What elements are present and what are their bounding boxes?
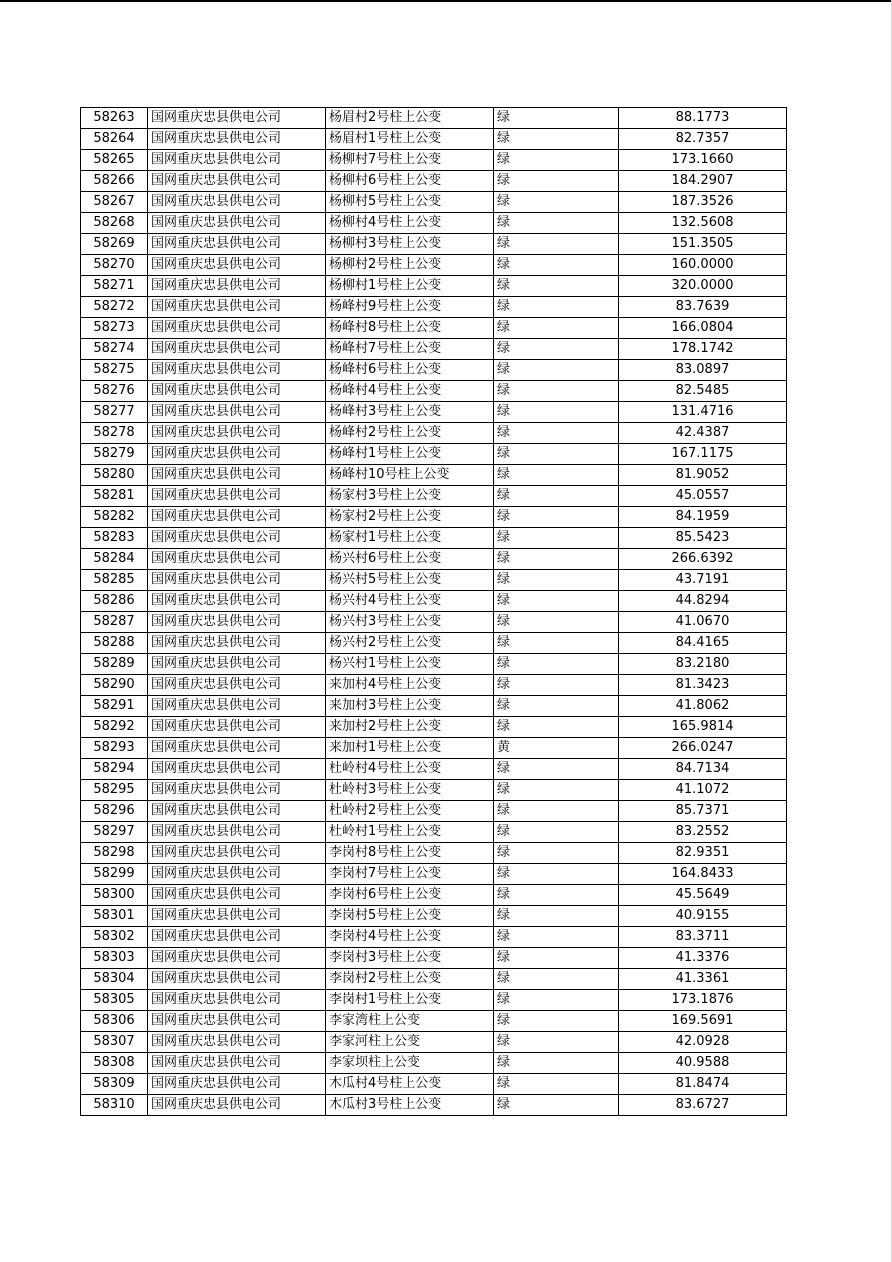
station-cell: 杨家村2号柱上公变 (326, 507, 494, 528)
company-cell: 国网重庆忠县供电公司 (148, 402, 326, 423)
company-cell: 国网重庆忠县供电公司 (148, 591, 326, 612)
value-cell: 42.4387 (619, 423, 787, 444)
station-cell: 杨柳村1号柱上公变 (326, 276, 494, 297)
row-id-cell: 58299 (81, 864, 148, 885)
table-row (81, 276, 787, 297)
station-cell: 李岗村3号柱上公变 (326, 948, 494, 969)
table-row (81, 318, 787, 339)
status-cell: 绿 (494, 717, 619, 738)
table-row (81, 1095, 787, 1116)
status-cell: 绿 (494, 528, 619, 549)
table-row (81, 696, 787, 717)
table-row (81, 150, 787, 171)
table-row (81, 801, 787, 822)
value-cell: 85.5423 (619, 528, 787, 549)
company-cell: 国网重庆忠县供电公司 (148, 570, 326, 591)
company-cell: 国网重庆忠县供电公司 (148, 1053, 326, 1074)
company-cell: 国网重庆忠县供电公司 (148, 780, 326, 801)
company-cell: 国网重庆忠县供电公司 (148, 1011, 326, 1032)
status-cell: 绿 (494, 864, 619, 885)
row-id-cell: 58277 (81, 402, 148, 423)
value-cell: 166.0804 (619, 318, 787, 339)
company-cell: 国网重庆忠县供电公司 (148, 864, 326, 885)
station-cell: 杨眉村2号柱上公变 (326, 108, 494, 129)
value-cell: 132.5608 (619, 213, 787, 234)
station-cell: 李岗村4号柱上公变 (326, 927, 494, 948)
table-row (81, 255, 787, 276)
station-cell: 杨家村1号柱上公变 (326, 528, 494, 549)
status-cell: 绿 (494, 129, 619, 150)
value-cell: 173.1660 (619, 150, 787, 171)
company-cell: 国网重庆忠县供电公司 (148, 1032, 326, 1053)
row-id-cell: 58309 (81, 1074, 148, 1095)
station-cell: 李家湾柱上公变 (326, 1011, 494, 1032)
row-id-cell: 58285 (81, 570, 148, 591)
table-row (81, 192, 787, 213)
company-cell: 国网重庆忠县供电公司 (148, 318, 326, 339)
value-cell: 44.8294 (619, 591, 787, 612)
value-cell: 41.3361 (619, 969, 787, 990)
status-cell: 绿 (494, 843, 619, 864)
table-row (81, 738, 787, 759)
station-cell: 杜岭村4号柱上公变 (326, 759, 494, 780)
station-cell: 杨峰村6号柱上公变 (326, 360, 494, 381)
status-cell: 绿 (494, 633, 619, 654)
table-row (81, 948, 787, 969)
data-table (80, 107, 787, 1116)
table-row (81, 486, 787, 507)
value-cell: 83.6727 (619, 1095, 787, 1116)
company-cell: 国网重庆忠县供电公司 (148, 633, 326, 654)
station-cell: 杨兴村6号柱上公变 (326, 549, 494, 570)
company-cell: 国网重庆忠县供电公司 (148, 276, 326, 297)
row-id-cell: 58274 (81, 339, 148, 360)
row-id-cell: 58263 (81, 108, 148, 129)
value-cell: 41.3376 (619, 948, 787, 969)
station-cell: 杨兴村3号柱上公变 (326, 612, 494, 633)
table-row (81, 612, 787, 633)
value-cell: 83.2552 (619, 822, 787, 843)
station-cell: 李岗村8号柱上公变 (326, 843, 494, 864)
company-cell: 国网重庆忠县供电公司 (148, 654, 326, 675)
row-id-cell: 58293 (81, 738, 148, 759)
value-cell: 45.0557 (619, 486, 787, 507)
company-cell: 国网重庆忠县供电公司 (148, 465, 326, 486)
station-cell: 杨兴村4号柱上公变 (326, 591, 494, 612)
company-cell: 国网重庆忠县供电公司 (148, 234, 326, 255)
row-id-cell: 58305 (81, 990, 148, 1011)
status-cell: 绿 (494, 906, 619, 927)
value-cell: 88.1773 (619, 108, 787, 129)
company-cell: 国网重庆忠县供电公司 (148, 255, 326, 276)
value-cell: 45.5649 (619, 885, 787, 906)
station-cell: 杨峰村7号柱上公变 (326, 339, 494, 360)
status-cell: 绿 (494, 1011, 619, 1032)
station-cell: 杨柳村4号柱上公变 (326, 213, 494, 234)
row-id-cell: 58296 (81, 801, 148, 822)
value-cell: 82.9351 (619, 843, 787, 864)
company-cell: 国网重庆忠县供电公司 (148, 171, 326, 192)
status-cell: 绿 (494, 108, 619, 129)
row-id-cell: 58292 (81, 717, 148, 738)
row-id-cell: 58298 (81, 843, 148, 864)
company-cell: 国网重庆忠县供电公司 (148, 444, 326, 465)
value-cell: 165.9814 (619, 717, 787, 738)
station-cell: 杨兴村1号柱上公变 (326, 654, 494, 675)
row-id-cell: 58295 (81, 780, 148, 801)
company-cell: 国网重庆忠县供电公司 (148, 150, 326, 171)
station-cell: 杨眉村1号柱上公变 (326, 129, 494, 150)
row-id-cell: 58270 (81, 255, 148, 276)
table-row (81, 780, 787, 801)
station-cell: 杨柳村7号柱上公变 (326, 150, 494, 171)
table-row (81, 129, 787, 150)
table-row (81, 843, 787, 864)
value-cell: 320.0000 (619, 276, 787, 297)
status-cell: 绿 (494, 927, 619, 948)
table-row (81, 549, 787, 570)
status-cell: 绿 (494, 339, 619, 360)
value-cell: 40.9155 (619, 906, 787, 927)
status-cell: 绿 (494, 801, 619, 822)
status-cell: 黄 (494, 738, 619, 759)
value-cell: 131.4716 (619, 402, 787, 423)
status-cell: 绿 (494, 696, 619, 717)
value-cell: 42.0928 (619, 1032, 787, 1053)
status-cell: 绿 (494, 255, 619, 276)
value-cell: 83.0897 (619, 360, 787, 381)
value-cell: 83.3711 (619, 927, 787, 948)
table-row (81, 822, 787, 843)
row-id-cell: 58300 (81, 885, 148, 906)
company-cell: 国网重庆忠县供电公司 (148, 360, 326, 381)
value-cell: 169.5691 (619, 1011, 787, 1032)
company-cell: 国网重庆忠县供电公司 (148, 129, 326, 150)
station-cell: 杨柳村5号柱上公变 (326, 192, 494, 213)
status-cell: 绿 (494, 591, 619, 612)
company-cell: 国网重庆忠县供电公司 (148, 738, 326, 759)
value-cell: 167.1175 (619, 444, 787, 465)
value-cell: 40.9588 (619, 1053, 787, 1074)
table-row (81, 108, 787, 129)
value-cell: 43.7191 (619, 570, 787, 591)
company-cell: 国网重庆忠县供电公司 (148, 822, 326, 843)
company-cell: 国网重庆忠县供电公司 (148, 759, 326, 780)
table-row (81, 927, 787, 948)
status-cell: 绿 (494, 486, 619, 507)
value-cell: 84.4165 (619, 633, 787, 654)
table-row (81, 906, 787, 927)
table-row (81, 465, 787, 486)
station-cell: 来加村4号柱上公变 (326, 675, 494, 696)
company-cell: 国网重庆忠县供电公司 (148, 948, 326, 969)
row-id-cell: 58269 (81, 234, 148, 255)
status-cell: 绿 (494, 213, 619, 234)
value-cell: 81.8474 (619, 1074, 787, 1095)
status-cell: 绿 (494, 822, 619, 843)
station-cell: 李岗村5号柱上公变 (326, 906, 494, 927)
company-cell: 国网重庆忠县供电公司 (148, 1074, 326, 1095)
table-row (81, 1032, 787, 1053)
status-cell: 绿 (494, 192, 619, 213)
table-row (81, 969, 787, 990)
row-id-cell: 58291 (81, 696, 148, 717)
status-cell: 绿 (494, 570, 619, 591)
station-cell: 杨峰村8号柱上公变 (326, 318, 494, 339)
station-cell: 李岗村2号柱上公变 (326, 969, 494, 990)
company-cell: 国网重庆忠县供电公司 (148, 612, 326, 633)
status-cell: 绿 (494, 276, 619, 297)
station-cell: 杨兴村2号柱上公变 (326, 633, 494, 654)
table-row (81, 360, 787, 381)
station-cell: 木瓜村3号柱上公变 (326, 1095, 494, 1116)
station-cell: 来加村1号柱上公变 (326, 738, 494, 759)
company-cell: 国网重庆忠县供电公司 (148, 1095, 326, 1116)
company-cell: 国网重庆忠县供电公司 (148, 906, 326, 927)
value-cell: 41.0670 (619, 612, 787, 633)
table-row (81, 591, 787, 612)
status-cell: 绿 (494, 318, 619, 339)
value-cell: 84.1959 (619, 507, 787, 528)
row-id-cell: 58276 (81, 381, 148, 402)
status-cell: 绿 (494, 402, 619, 423)
row-id-cell: 58282 (81, 507, 148, 528)
value-cell: 173.1876 (619, 990, 787, 1011)
table-row (81, 1074, 787, 1095)
row-id-cell: 58264 (81, 129, 148, 150)
row-id-cell: 58278 (81, 423, 148, 444)
row-id-cell: 58271 (81, 276, 148, 297)
value-cell: 151.3505 (619, 234, 787, 255)
table-row (81, 864, 787, 885)
table-row (81, 1053, 787, 1074)
row-id-cell: 58280 (81, 465, 148, 486)
table-row (81, 507, 787, 528)
row-id-cell: 58290 (81, 675, 148, 696)
value-cell: 266.6392 (619, 549, 787, 570)
row-id-cell: 58268 (81, 213, 148, 234)
status-cell: 绿 (494, 654, 619, 675)
station-cell: 杨峰村9号柱上公变 (326, 297, 494, 318)
table-row (81, 759, 787, 780)
table-row (81, 717, 787, 738)
station-cell: 杨家村3号柱上公变 (326, 486, 494, 507)
station-cell: 李家坝柱上公变 (326, 1053, 494, 1074)
company-cell: 国网重庆忠县供电公司 (148, 108, 326, 129)
status-cell: 绿 (494, 1074, 619, 1095)
status-cell: 绿 (494, 444, 619, 465)
value-cell: 178.1742 (619, 339, 787, 360)
company-cell: 国网重庆忠县供电公司 (148, 486, 326, 507)
status-cell: 绿 (494, 234, 619, 255)
table-row (81, 381, 787, 402)
table-row (81, 990, 787, 1011)
row-id-cell: 58288 (81, 633, 148, 654)
company-cell: 国网重庆忠县供电公司 (148, 801, 326, 822)
value-cell: 266.0247 (619, 738, 787, 759)
table-row (81, 528, 787, 549)
station-cell: 杜岭村2号柱上公变 (326, 801, 494, 822)
value-cell: 82.7357 (619, 129, 787, 150)
status-cell: 绿 (494, 507, 619, 528)
row-id-cell: 58279 (81, 444, 148, 465)
company-cell: 国网重庆忠县供电公司 (148, 927, 326, 948)
company-cell: 国网重庆忠县供电公司 (148, 213, 326, 234)
row-id-cell: 58297 (81, 822, 148, 843)
status-cell: 绿 (494, 759, 619, 780)
station-cell: 木瓜村4号柱上公变 (326, 1074, 494, 1095)
station-cell: 杜岭村3号柱上公变 (326, 780, 494, 801)
row-id-cell: 58272 (81, 297, 148, 318)
station-cell: 来加村2号柱上公变 (326, 717, 494, 738)
station-cell: 李岗村7号柱上公变 (326, 864, 494, 885)
status-cell: 绿 (494, 612, 619, 633)
table-row (81, 570, 787, 591)
value-cell: 81.9052 (619, 465, 787, 486)
company-cell: 国网重庆忠县供电公司 (148, 843, 326, 864)
value-cell: 164.8433 (619, 864, 787, 885)
status-cell: 绿 (494, 969, 619, 990)
row-id-cell: 58304 (81, 969, 148, 990)
company-cell: 国网重庆忠县供电公司 (148, 507, 326, 528)
status-cell: 绿 (494, 1095, 619, 1116)
company-cell: 国网重庆忠县供电公司 (148, 696, 326, 717)
table-row (81, 234, 787, 255)
row-id-cell: 58265 (81, 150, 148, 171)
table-row (81, 444, 787, 465)
status-cell: 绿 (494, 171, 619, 192)
row-id-cell: 58289 (81, 654, 148, 675)
station-cell: 杨柳村3号柱上公变 (326, 234, 494, 255)
status-cell: 绿 (494, 465, 619, 486)
value-cell: 187.3526 (619, 192, 787, 213)
status-cell: 绿 (494, 423, 619, 444)
station-cell: 杨峰村10号柱上公变 (326, 465, 494, 486)
row-id-cell: 58275 (81, 360, 148, 381)
status-cell: 绿 (494, 150, 619, 171)
row-id-cell: 58283 (81, 528, 148, 549)
value-cell: 41.8062 (619, 696, 787, 717)
value-cell: 41.1072 (619, 780, 787, 801)
row-id-cell: 58308 (81, 1053, 148, 1074)
value-cell: 82.5485 (619, 381, 787, 402)
status-cell: 绿 (494, 675, 619, 696)
company-cell: 国网重庆忠县供电公司 (148, 885, 326, 906)
company-cell: 国网重庆忠县供电公司 (148, 528, 326, 549)
table-row (81, 402, 787, 423)
value-cell: 85.7371 (619, 801, 787, 822)
status-cell: 绿 (494, 1032, 619, 1053)
company-cell: 国网重庆忠县供电公司 (148, 969, 326, 990)
station-cell: 李岗村1号柱上公变 (326, 990, 494, 1011)
row-id-cell: 58301 (81, 906, 148, 927)
company-cell: 国网重庆忠县供电公司 (148, 339, 326, 360)
status-cell: 绿 (494, 948, 619, 969)
value-cell: 83.2180 (619, 654, 787, 675)
value-cell: 83.7639 (619, 297, 787, 318)
status-cell: 绿 (494, 885, 619, 906)
table-row (81, 885, 787, 906)
row-id-cell: 58284 (81, 549, 148, 570)
row-id-cell: 58303 (81, 948, 148, 969)
status-cell: 绿 (494, 549, 619, 570)
company-cell: 国网重庆忠县供电公司 (148, 381, 326, 402)
table-row (81, 675, 787, 696)
table-row (81, 654, 787, 675)
status-cell: 绿 (494, 381, 619, 402)
row-id-cell: 58306 (81, 1011, 148, 1032)
status-cell: 绿 (494, 780, 619, 801)
company-cell: 国网重庆忠县供电公司 (148, 423, 326, 444)
company-cell: 国网重庆忠县供电公司 (148, 990, 326, 1011)
row-id-cell: 58273 (81, 318, 148, 339)
table-row (81, 339, 787, 360)
value-cell: 84.7134 (619, 759, 787, 780)
station-cell: 杨峰村4号柱上公变 (326, 381, 494, 402)
status-cell: 绿 (494, 1053, 619, 1074)
station-cell: 李岗村6号柱上公变 (326, 885, 494, 906)
company-cell: 国网重庆忠县供电公司 (148, 717, 326, 738)
status-cell: 绿 (494, 990, 619, 1011)
row-id-cell: 58310 (81, 1095, 148, 1116)
table-row (81, 633, 787, 654)
row-id-cell: 58302 (81, 927, 148, 948)
company-cell: 国网重庆忠县供电公司 (148, 675, 326, 696)
status-cell: 绿 (494, 297, 619, 318)
station-cell: 来加村3号柱上公变 (326, 696, 494, 717)
value-cell: 184.2907 (619, 171, 787, 192)
station-cell: 杨峰村1号柱上公变 (326, 444, 494, 465)
station-cell: 李家河柱上公变 (326, 1032, 494, 1053)
company-cell: 国网重庆忠县供电公司 (148, 192, 326, 213)
station-cell: 杨峰村2号柱上公变 (326, 423, 494, 444)
station-cell: 杜岭村1号柱上公变 (326, 822, 494, 843)
page-top-border (0, 0, 892, 2)
station-cell: 杨柳村6号柱上公变 (326, 171, 494, 192)
table-row (81, 297, 787, 318)
row-id-cell: 58266 (81, 171, 148, 192)
station-cell: 杨峰村3号柱上公变 (326, 402, 494, 423)
row-id-cell: 58287 (81, 612, 148, 633)
row-id-cell: 58294 (81, 759, 148, 780)
table-row (81, 213, 787, 234)
row-id-cell: 58286 (81, 591, 148, 612)
row-id-cell: 58307 (81, 1032, 148, 1053)
station-cell: 杨兴村5号柱上公变 (326, 570, 494, 591)
table-row (81, 423, 787, 444)
value-cell: 81.3423 (619, 675, 787, 696)
station-cell: 杨柳村2号柱上公变 (326, 255, 494, 276)
table-row (81, 1011, 787, 1032)
row-id-cell: 58281 (81, 486, 148, 507)
table-body (81, 108, 787, 1116)
table-row (81, 171, 787, 192)
value-cell: 160.0000 (619, 255, 787, 276)
status-cell: 绿 (494, 360, 619, 381)
row-id-cell: 58267 (81, 192, 148, 213)
company-cell: 国网重庆忠县供电公司 (148, 549, 326, 570)
company-cell: 国网重庆忠县供电公司 (148, 297, 326, 318)
